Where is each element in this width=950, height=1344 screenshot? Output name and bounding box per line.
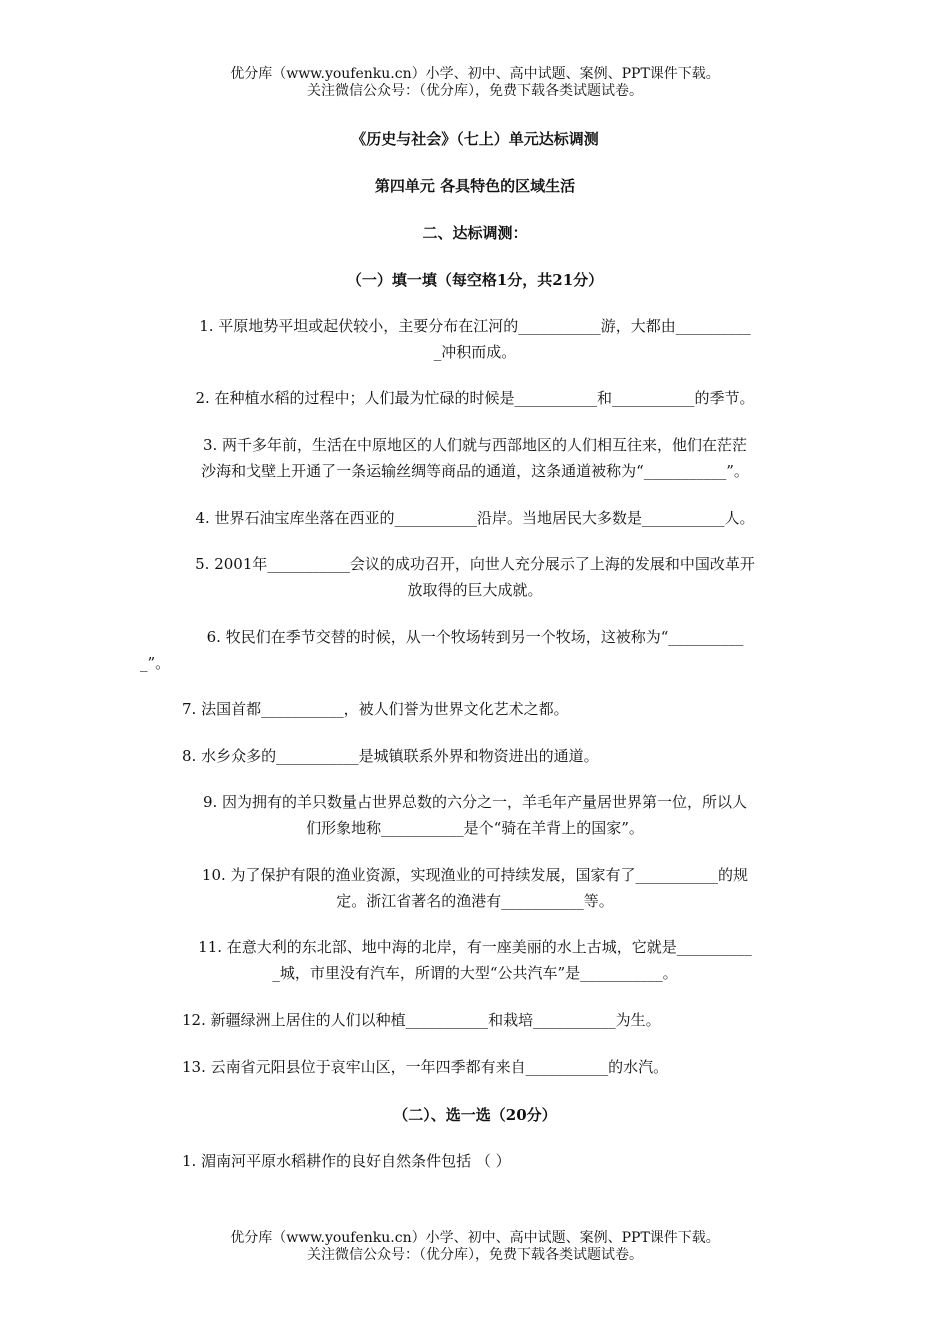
fill-question-3-line-a: 3. 两千多年前，生活在中原地区的人们就与西部地区的人们相互往来，他们在茫茫 [202, 436, 748, 454]
fill-question-7 [182, 696, 569, 722]
fill-question-8 [182, 743, 599, 769]
fill-question-9-line-b: 们形象地称___________是个“骑在羊背上的国家”。 [306, 819, 644, 837]
fill-question-5 [0, 551, 950, 603]
fill-question-6-line-a: 6. 牧民们在季节交替的时候，从一个牧场转到另一个牧场，这被称为“__________ [206, 628, 744, 646]
fill-question-3 [0, 432, 950, 484]
footer-line-1: 优分库（www.youfenku.cn）小学、初中、高中试题、案例、PPT课件下载。 [230, 1230, 720, 1246]
fill-question-7-line-a: 7. 法国首都___________，被人们誉为世界文化艺术之都。 [182, 700, 569, 718]
fill-question-5-line-b: 放取得的巨大成就。 [407, 581, 543, 599]
fill-question-6-line-b: _”。 [140, 654, 171, 672]
fill-question-12-line-a: 12. 新疆绿洲上居住的人们以种植___________和栽培___________为生。 [182, 1011, 661, 1029]
fill-question-1-line-b: _冲积而成。 [433, 343, 517, 361]
fill-question-3-line-b: 沙海和戈壁上开通了一条运输丝绸等商品的通道，这条通道被称为“___________”。 [201, 462, 749, 480]
header-line-2: 关注微信公众号：（优分库），免费下载各类试题试卷。 [307, 83, 643, 99]
fill-question-13 [182, 1054, 668, 1080]
choice-question-1-text: 1. 湄南河平原水稻耕作的良好自然条件包括 （ ） [182, 1152, 511, 1170]
fill-question-6 [0, 624, 950, 676]
fill-question-12 [182, 1007, 661, 1033]
footer-line-2: 关注微信公众号：（优分库），免费下载各类试题试卷。 [307, 1247, 643, 1263]
fill-question-4 [0, 505, 950, 531]
unit-title: 第四单元 各具特色的区域生活 [374, 177, 576, 195]
fill-question-10-line-b: 定。浙江省著名的渔港有___________等。 [336, 892, 614, 910]
header-line-1: 优分库（www.youfenku.cn）小学、初中、高中试题、案例、PPT课件下载。 [230, 66, 720, 82]
fill-question-2-line-a: 2. 在种植水稻的过程中；人们最为忙碌的时候是___________和___________的季节。 [195, 389, 755, 407]
fill-question-11 [0, 934, 950, 986]
fill-question-13-line-a: 13. 云南省元阳县位于哀牢山区，一年四季都有来自___________的水汽。 [182, 1058, 669, 1076]
part1-title: （一）填一填（每空格1分，共21分） [346, 271, 604, 289]
fill-question-11-line-a: 11. 在意大利的东北部、地中海的北岸，有一座美丽的水上古城，它就是__________ [198, 938, 752, 956]
fill-question-9 [0, 789, 950, 841]
fill-question-9-line-a: 9. 因为拥有的羊只数量占世界总数的六分之一，羊毛年产量居世界第一位，所以人 [202, 793, 748, 811]
fill-question-2 [0, 385, 950, 411]
part2-title: （二）、选一选（20分） [393, 1106, 557, 1124]
fill-question-1-line-a: 1. 平原地势平坦或起伏较小，主要分布在江河的___________游，大都由__________ [199, 317, 751, 335]
fill-question-8-line-a: 8. 水乡众多的___________是城镇联系外界和物资进出的通道。 [182, 747, 599, 765]
fill-question-11-line-b: _城，市里没有汽车，所谓的大型“公共汽车”是___________。 [272, 964, 678, 982]
fill-question-5-line-a: 5. 2001年___________会议的成功召开，向世人充分展示了上海的发展和中国改革开 [195, 555, 755, 573]
section-title: 二、达标调测： [422, 224, 528, 242]
document-title: 《历史与社会》（七上）单元达标调测 [351, 130, 599, 148]
fill-question-10 [0, 862, 950, 914]
page-header [0, 66, 950, 100]
page-footer [0, 1230, 950, 1264]
fill-question-10-line-a: 10. 为了保护有限的渔业资源，实现渔业的可持续发展，国家有了___________的规 [201, 866, 749, 884]
choice-question-1 [182, 1148, 511, 1174]
fill-question-4-line-a: 4. 世界石油宝库坐落在西亚的___________沿岸。当地居民大多数是___________人。 [195, 509, 755, 527]
fill-question-1 [0, 313, 950, 365]
